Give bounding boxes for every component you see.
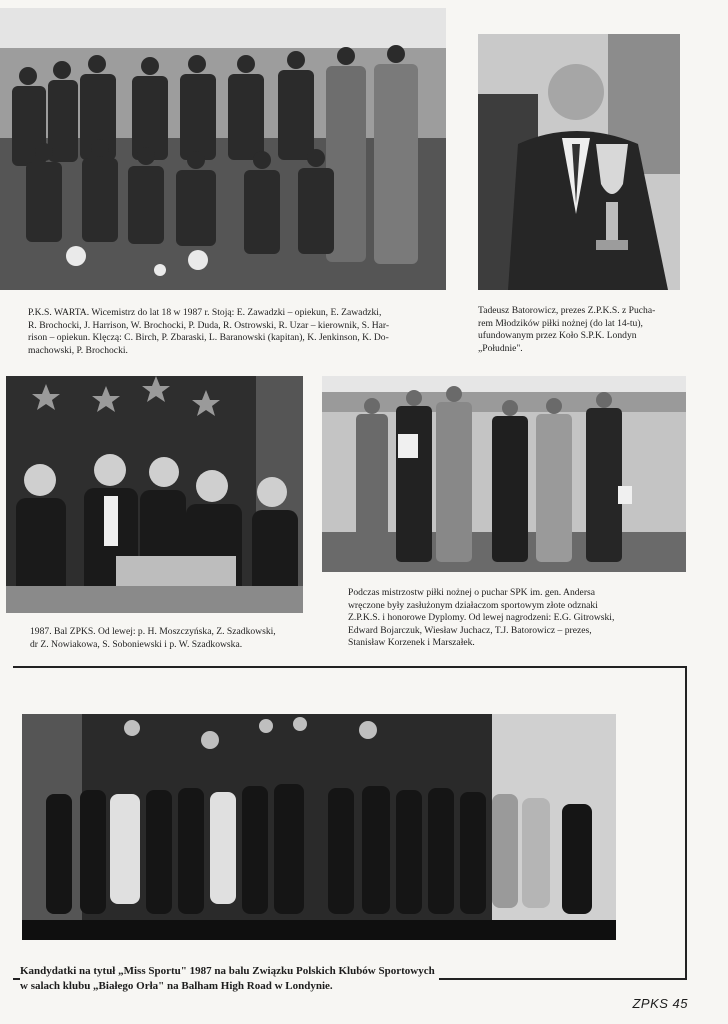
- caption-line: wręczone były zasłużonym działaczom sportowym złote odznaki: [348, 599, 598, 611]
- caption-line: Z.P.K.S. i honorowe Dyplomy. Od lewej nagrodzeni: E.G. Gitrowski,: [348, 612, 615, 624]
- caption-line: R. Brochocki, J. Harrison, W. Brochocki, P. Duda, R. Ostrowski, R. Uzar – kierownik, S. Har-: [28, 319, 390, 331]
- caption-line: rem Młodzików piłki nożnej (do lat 14-tu),: [478, 317, 643, 329]
- batorowicz-photo: [478, 34, 680, 290]
- awards-photo: [322, 376, 686, 572]
- caption-line: Edward Bojarczuk, Wiesław Juchacz, T.J. Batorowicz – prezes,: [348, 624, 592, 636]
- awards-caption: [348, 587, 614, 650]
- caption-line: P.K.S. WARTA. Wicemistrz do lat 18 w 1987 r. Stoją: E. Zawadzki – opiekun, E. Zawadzki,: [28, 307, 382, 318]
- caption-line: 1987. Bal ZPKS. Od lewej: p. H. Moszczyńska, Z. Szadkowski,: [30, 626, 276, 637]
- caption-line: Stanisław Korzenek i Marszałek.: [348, 637, 475, 649]
- caption-line: machowski, P. Brochocki.: [28, 344, 128, 356]
- team-photo: [0, 8, 446, 290]
- miss-sport-photo: [22, 714, 616, 940]
- batorowicz-caption: [478, 305, 655, 355]
- ball-caption: [30, 626, 276, 651]
- caption-line: Podczas mistrzostw piłki nożnej o puchar SPK im. gen. Andersa: [348, 587, 596, 598]
- page-number: ZPKS 45: [632, 996, 688, 1011]
- caption-line: Kandydatki na tytuł „Miss Sportu" 1987 na balu Związku Polskich Klubów Sportowych: [20, 965, 435, 977]
- ball-photo: [6, 376, 303, 613]
- caption-line: rison – opiekun. Klęczą: C. Birch, P. Zbaraski, L. Baranowski (kapitan), K. Jenkinson, K. Do-: [28, 332, 389, 344]
- caption-line: w salach klubu „Białego Orła" na Balham High Road w Londynie.: [20, 980, 333, 992]
- caption-line: „Południe".: [478, 342, 523, 354]
- caption-line: ufundowanym przez Koło S.P.K. Londyn: [478, 330, 637, 342]
- caption-line: Tadeusz Batorowicz, prezes Z.P.K.S. z Pucha-: [478, 305, 656, 316]
- caption-line: dr Z. Nowiakowa, S. Soboniewski i p. W. Szadkowska.: [30, 638, 243, 650]
- team-caption: [28, 307, 389, 357]
- miss-sport-caption: [20, 964, 439, 994]
